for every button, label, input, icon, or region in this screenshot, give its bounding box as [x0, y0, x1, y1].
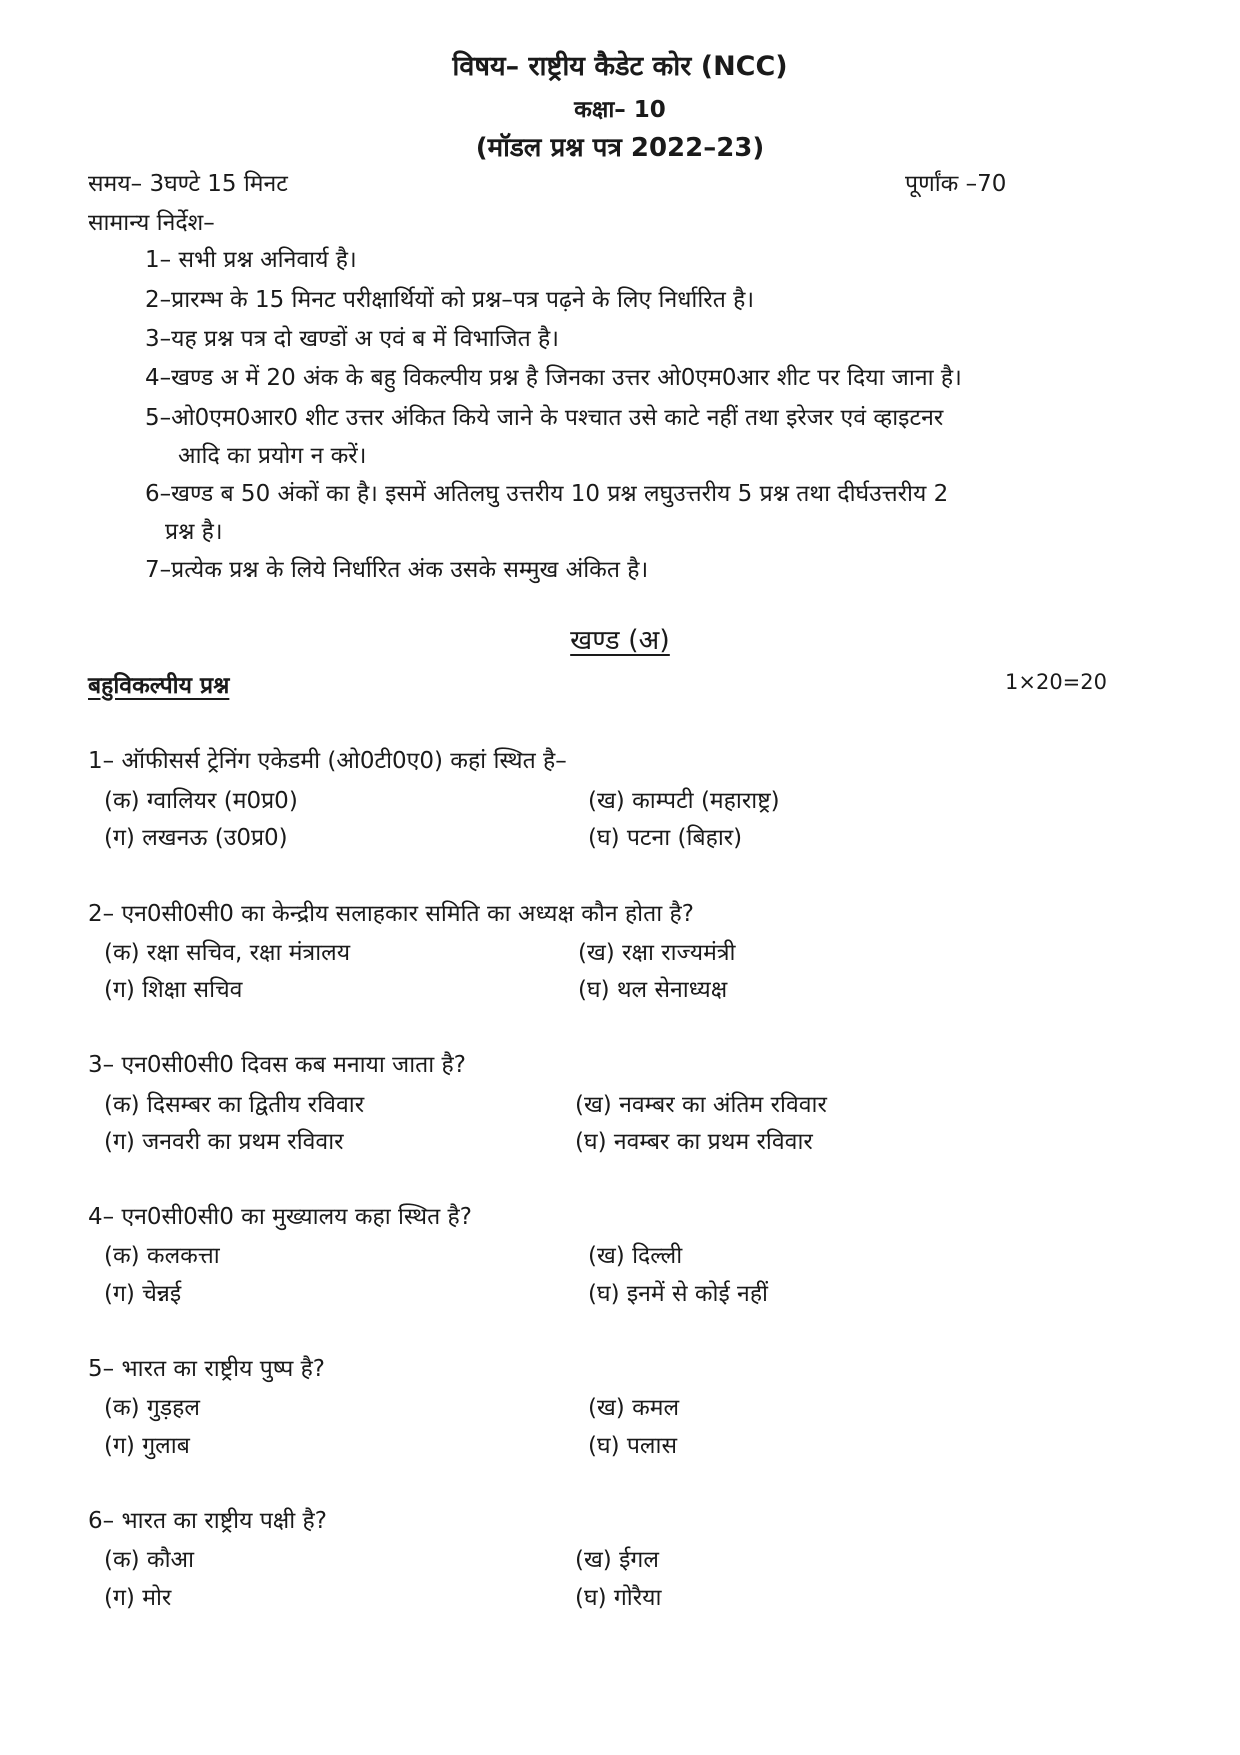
paper-title: (मॉडल प्रश्न पत्र 2022–23): [475, 133, 765, 163]
instruction-5-continued: आदि का प्रयोग न करें।: [178, 443, 367, 469]
question-5: 5– भारत का राष्ट्रीय पुष्प है?: [88, 1356, 325, 1382]
question-2-option-b: (ख) रक्षा राज्यमंत्री: [578, 940, 736, 966]
question-4: 4– एन0सी0सी0 का मुख्यालय कहा स्थित है?: [88, 1204, 472, 1230]
instruction-6-continued: प्रश्न है।: [165, 519, 223, 545]
question-5-option-b: (ख) कमल: [588, 1395, 680, 1421]
time-duration: समय– 3घण्टे 15 मिनट: [88, 171, 288, 197]
question-3: 3– एन0सी0सी0 दिवस कब मनाया जाता है?: [88, 1052, 466, 1078]
question-1-option-c: (ग) लखनऊ (उ0प्र0): [104, 825, 288, 851]
question-4-option-d: (घ) इनमें से कोई नहीं: [588, 1281, 768, 1307]
question-6-option-a: (क) कौआ: [104, 1547, 195, 1573]
question-2-option-c: (ग) शिक्षा सचिव: [104, 977, 243, 1003]
instruction-5: 5–ओ0एम0आर0 शीट उत्तर अंकित किये जाने के पश्चात उसे काटे नहीं तथा इरेजर एवं व्हाइटनर: [145, 405, 944, 431]
question-1-option-a: (क) ग्वालियर (म0प्र0): [104, 788, 298, 814]
question-3-option-a: (क) दिसम्बर का द्वितीय रविवार: [104, 1092, 365, 1118]
question-5-option-a: (क) गुड़हल: [104, 1395, 200, 1421]
mcq-marks: 1×20=20: [1005, 670, 1107, 694]
section-a-title: खण्ड (अ): [570, 625, 670, 656]
question-1: 1– ऑफीसर्स ट्रेनिंग एकेडमी (ओ0टी0ए0) कहां स्थित है–: [88, 748, 567, 774]
question-4-option-c: (ग) चेन्नई: [104, 1281, 182, 1307]
instruction-2: 2–प्रारम्भ के 15 मिनट परीक्षार्थियों को प्रश्न–पत्र पढ़ने के लिए निर्धारित है।: [145, 287, 755, 313]
question-5-option-d: (घ) पलास: [588, 1433, 678, 1459]
question-2: 2– एन0सी0सी0 का केन्द्रीय सलाहकार समिति का अध्यक्ष कौन होता है?: [88, 901, 694, 927]
question-6-option-d: (घ) गोरैया: [575, 1585, 662, 1611]
question-3-option-d: (घ) नवम्बर का प्रथम रविवार: [575, 1129, 813, 1155]
question-3-option-c: (ग) जनवरी का प्रथम रविवार: [104, 1129, 344, 1155]
general-instructions-heading: सामान्य निर्देश–: [88, 210, 215, 236]
subject-title: विषय– राष्ट्रीय कैडेट कोर (NCC): [452, 51, 788, 82]
question-5-option-c: (ग) गुलाब: [104, 1433, 190, 1459]
question-4-option-a: (क) कलकत्ता: [104, 1243, 220, 1269]
instruction-1: 1– सभी प्रश्न अनिवार्य है।: [145, 247, 357, 273]
question-1-option-b: (ख) काम्पटी (महाराष्ट्र): [588, 788, 780, 814]
max-marks: पूर्णांक –70: [905, 171, 1007, 197]
instruction-6: 6–खण्ड ब 50 अंकों का है। इसमें अतिलघु उत्तरीय 10 प्रश्न लघुउत्तरीय 5 प्रश्न तथा दीर्घउत्तरीय 2: [145, 481, 949, 507]
question-3-option-b: (ख) नवम्बर का अंतिम रविवार: [575, 1092, 827, 1118]
question-6-option-b: (ख) ईगल: [575, 1547, 659, 1573]
question-6-option-c: (ग) मोर: [104, 1585, 172, 1611]
question-1-option-d: (घ) पटना (बिहार): [588, 825, 743, 851]
question-4-option-b: (ख) दिल्ली: [588, 1243, 683, 1269]
class-title: कक्षा– 10: [574, 97, 666, 123]
instruction-3: 3–यह प्रश्न पत्र दो खण्डों अ एवं ब में विभाजित है।: [145, 326, 559, 352]
instruction-4: 4–खण्ड अ में 20 अंक के बहु विकल्पीय प्रश्न है जिनका उत्तर ओ0एम0आर शीट पर दिया जाना है।: [145, 365, 962, 391]
instruction-7: 7–प्रत्येक प्रश्न के लिये निर्धारित अंक उसके सम्मुख अंकित है।: [145, 557, 649, 583]
question-6: 6– भारत का राष्ट्रीय पक्षी है?: [88, 1508, 327, 1534]
question-2-option-d: (घ) थल सेनाध्यक्ष: [578, 977, 728, 1003]
mcq-heading: बहुविकल्पीय प्रश्न: [88, 673, 230, 699]
question-2-option-a: (क) रक्षा सचिव, रक्षा मंत्रालय: [104, 940, 351, 966]
